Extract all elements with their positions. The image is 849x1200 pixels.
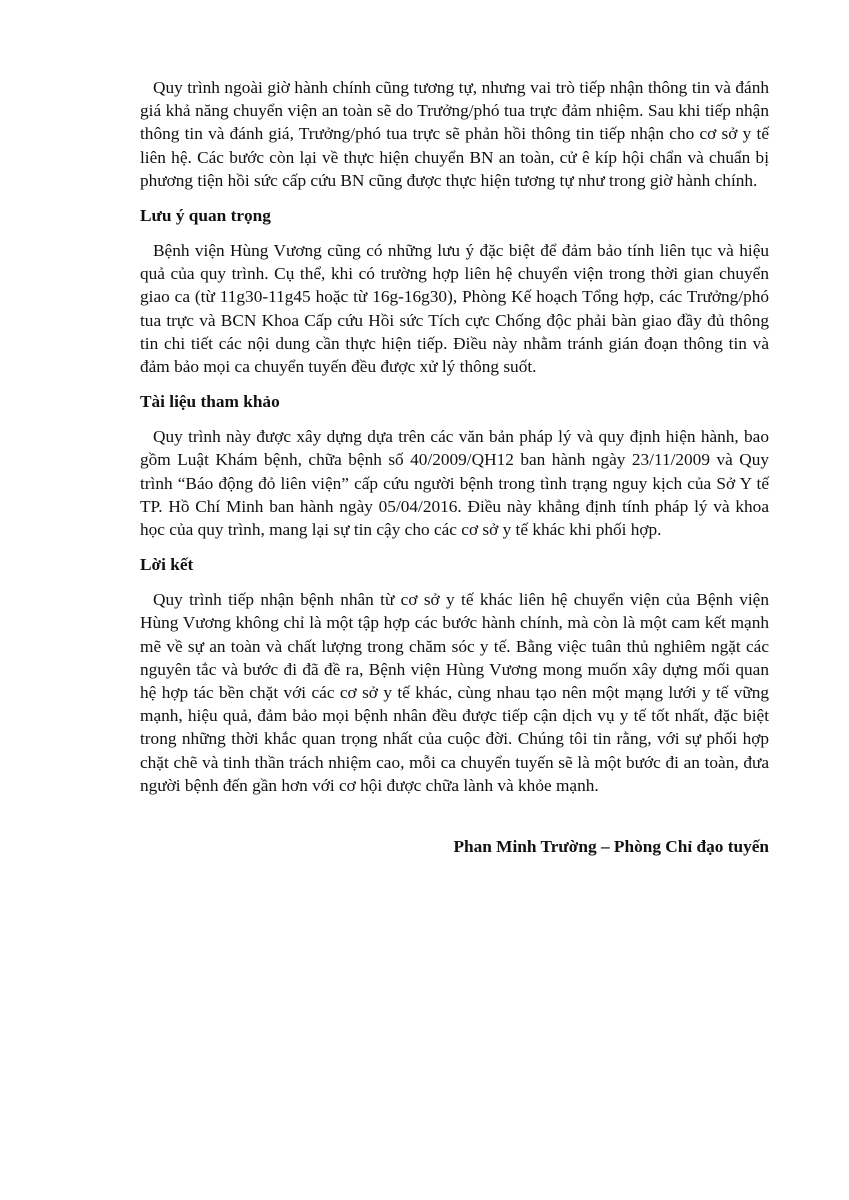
notes-paragraph: Bệnh viện Hùng Vương cũng có những lưu ý đặc biệt để đảm bảo tính liên tục và hiệu quả của quy trình. Cụ thể, khi có trường hợp liên hệ chuyển viện trong thời gian chuyển giao ca (từ 11g30-11g45 hoặc từ 16g-16g30), Phòng Kế hoạch Tổng hợp, các Trưởng/phó tua trực và BCN Khoa Cấp cứu Hồi sức Tích cực Chống độc phải bàn giao đầy đủ thông tin chi tiết các nội dung cần thực hiện tiếp. Điều này nhằm tránh gián đoạn thông tin và đảm bảo mọi ca chuyển tuyến đều được xử lý thông suốt. — [140, 241, 769, 377]
closing-paragraph: Quy trình tiếp nhận bệnh nhân từ cơ sở y tế khác liên hệ chuyển viện của Bệnh viện Hùng Vương không chỉ là một tập hợp các bước hành chính, mà còn là một cam kết mạnh mẽ về sự an toàn và chất lượng trong chăm sóc y tế. Bằng việc tuân thủ nghiêm ngặt các nguyên tắc và bước đi đã đề ra, Bệnh viện Hùng Vương mong muốn xây dựng mối quan hệ hợp tác bền chặt với các cơ sở y tế khác, cùng nhau tạo nên một mạng lưới y tế vững mạnh, hiệu quả, đảm bảo mọi bệnh nhân đều được tiếp cận dịch vụ y tế tốt nhất, đặc biệt trong những thời khắc quan trọng nhất của cuộc đời. Chúng tôi tin rằng, với sự phối hợp chặt chẽ và tinh thần trách nhiệm cao, mỗi ca chuyển tuyến sẽ là một bước đi an toàn, đưa người bệnh đến gần hơn với cơ hội được chữa lành và khỏe mạnh. — [140, 590, 769, 795]
references-paragraph: Quy trình này được xây dựng dựa trên các văn bản pháp lý và quy định hiện hành, bao gồm Luật Khám bệnh, chữa bệnh số 40/2009/QH12 ban hành ngày 23/11/2009 và Quy trình “Báo động đỏ liên viện” cấp cứu người bệnh trong tình trạng nguy kịch của Sở Y tế TP. Hồ Chí Minh ban hành ngày 05/04/2016. Điều này khẳng định tính pháp lý và khoa học của quy trình, mang lại sự tin cậy cho các cơ sở y tế khác khi phối hợp. — [140, 427, 769, 540]
references-heading: Tài liệu tham khảo — [140, 392, 280, 412]
notes-heading: Lưu ý quan trọng — [140, 206, 271, 226]
intro-paragraph: Quy trình ngoài giờ hành chính cũng tương tự, nhưng vai trò tiếp nhận thông tin và đánh giá khả năng chuyển viện an toàn sẽ do Trưởng/phó tua trực đảm nhiệm. Sau khi tiếp nhận thông tin và đánh giá, Trưởng/phó tua trực sẽ phản hồi thông tin tiếp nhận cho cơ sở y tế liên hệ. Các bước còn lại về thực hiện chuyển BN an toàn, cử ê kíp hội chẩn và chuẩn bị phương tiện hồi sức cấp cứu BN cũng được thực hiện tương tự như trong giờ hành chính. — [140, 78, 769, 190]
closing-heading: Lời kết — [140, 555, 194, 575]
author-signature: Phan Minh Trường – Phòng Chỉ đạo tuyến — [453, 837, 769, 857]
document-page — [140, 76, 769, 858]
